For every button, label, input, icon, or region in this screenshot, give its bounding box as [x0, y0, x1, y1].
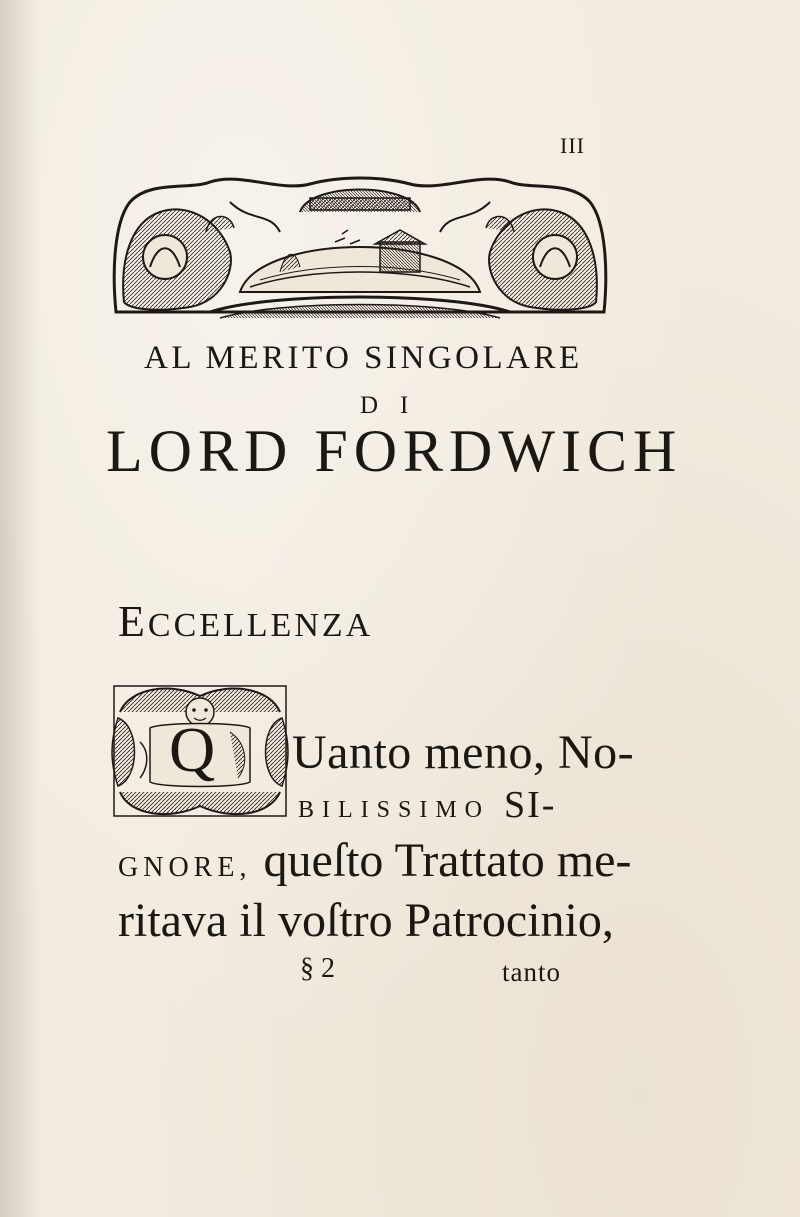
heading-line-1: AL MERITO SINGOLARE [144, 340, 583, 376]
salutation-rest: CCELLENZA [147, 607, 374, 644]
body-line-3-rest: queſto Trattato me- [263, 834, 632, 887]
ornamental-headpiece-icon [110, 172, 610, 320]
body-line-2 [298, 783, 556, 827]
salutation-initial: E [118, 597, 148, 646]
salutation [118, 596, 373, 647]
heading-title: LORD FORDWICH [106, 418, 683, 484]
body-line-3-small: GNORE, [118, 852, 264, 883]
catchword: tanto [502, 957, 561, 987]
page-gutter-shadow [0, 0, 40, 1217]
initial-letter: Q [169, 714, 216, 785]
heading-line-2: DI [360, 392, 431, 419]
body-line-1: Uanto meno, No- [292, 726, 635, 779]
body-line-2-small: BILISSIMO [298, 797, 505, 823]
body-line-3 [118, 833, 631, 888]
page-number: III [560, 133, 585, 158]
body-line-4: ritava il voſtro Patrocinio, [118, 894, 614, 947]
body-line-2-big: SI- [504, 784, 557, 826]
signature-mark: § 2 [300, 953, 335, 984]
